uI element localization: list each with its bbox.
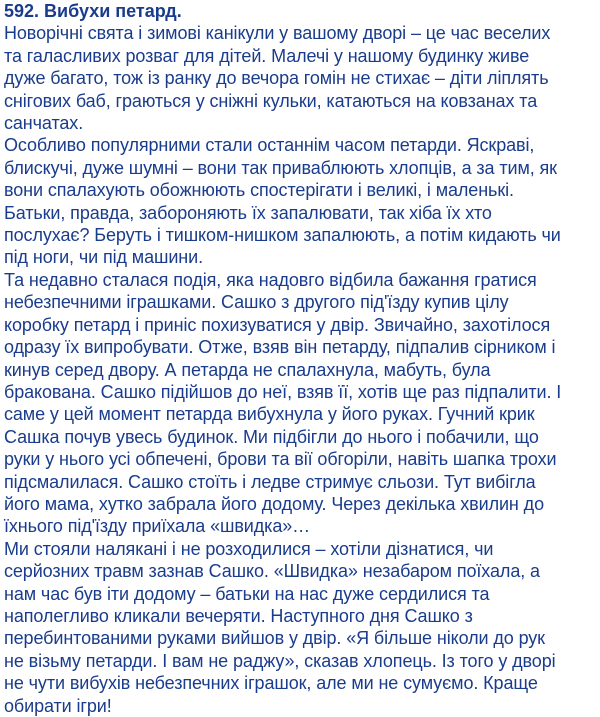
text-line: руки у нього усі обпечені, брови та вії обгоріли, навіть шапка трохи [4,449,557,470]
exercise-title: 592. Вибухи петард. [4,1,182,21]
text-line: обирати ігри! [4,695,112,716]
text-line: серйозних травм зазнав Сашко. «Швидка» незабаром поїхала, а [4,561,540,582]
text-line: нам час був іти додому – батьки на нас дуже сердилися та [4,583,490,604]
text-line: наполегливо кликали вечеряти. Наступного дня Сашко з [4,605,473,626]
text-line: снігових баб, граються у сніжні кульки, катаються на ковзанах та [4,90,538,111]
text-line: Та недавно сталася подія, яка надовго відбила бажання гратися [4,269,537,290]
exercise-text [4,0,598,717]
text-line: Батьки, правда, забороняють їх запалювати, так хіба їх хто [4,202,492,223]
text-line: під ноги, чи під машини. [4,247,203,268]
text-line: Новорічні свята і зимові канікули у вашому дворі – це час веселих [4,23,551,44]
text-line: послухає? Беруть і тишком-нишком запалюють, а потім кидають чи [4,225,561,246]
text-line: Особливо популярними стали останнім часом петарди. Яскраві, [4,135,535,156]
text-line: бракована. Сашко підійшов до неї, взяв її, хотів ще раз підпалити. І [4,381,562,402]
text-line: та галасливих розваг для дітей. Малечі у нашому будинку живе [4,45,530,66]
text-line: не візьму петарди. І вам не раджу», сказав хлопець. Із того у дворі [4,650,556,671]
text-line: підсмалилася. Сашко стоїть і ледве стримує сльози. Тут вибігла [4,471,536,492]
text-line: їхнього під'їзду приїхала «швидка»… [4,516,311,537]
text-line: блискучі, дуже шумні – вони так приваблюють хлопців, а за тим, як [4,157,557,178]
text-line: дуже багато, тож із ранку до вечора гомін не стихає – діти ліплять [4,68,549,89]
text-line: саме у цей момент петарда вибухнула у його руках. Гучний крик [4,404,535,425]
text-line: небезпечними іграшками. Сашко з другого під'їзду купив цілу [4,292,509,313]
text-line: коробку петард і приніс похизуватися у двір. Звичайно, захотілося [4,314,551,335]
text-line: Ми стояли налякані і не розходилися – хотіли дізнатися, чи [4,538,494,559]
text-line: його мама, хутко забрала його додому. Через декілька хвилин до [4,493,544,514]
text-line: Сашка почув увесь будинок. Ми підбігли до нього і побачили, що [4,426,539,447]
text-line: одразу їх випробувати. Отже, взяв він петарду, підпалив сірником і [4,337,556,358]
text-line: санчатах. [4,113,84,134]
text-line: перебинтованими руками вийшов у двір. «Я більше ніколи до рук [4,628,545,649]
text-line: не чути вибухів небезпечних іграшок, але ми не сумуємо. Краще [4,673,538,694]
text-line: кинув серед двору. А петарда не спалахнула, мабуть, була [4,359,491,380]
text-line: вони спалахують обожнюють спостерігати і великі, і маленькі. [4,180,514,201]
